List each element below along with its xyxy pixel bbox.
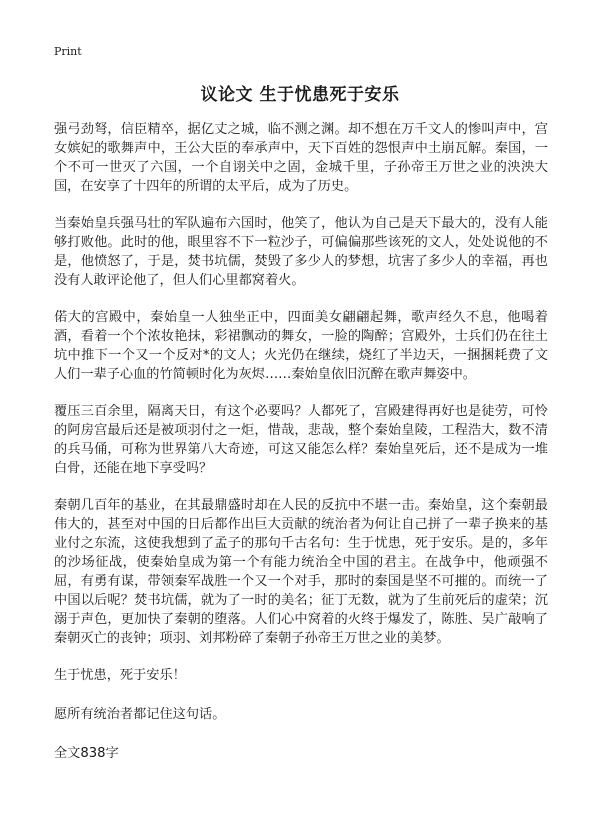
paragraph-5: 秦朝几百年的基业，在其最鼎盛时却在人民的反抗中不堪一击。秦始皇，这个秦朝最伟大的，甚至对中国的日后都作出巨大贡献的统治者为何让自己拼了一辈子换来的基业付之东流，这使我想到了孟子的那句千古名句：生于忧患，死于安乐。是的，多年的沙场征战，使秦始皇成为第一个有能力统治全中国的君主。在战争中，他顽强不屈，有勇有谋，带领秦军战胜一个又一个对手，那时的秦国是坚不可摧的。而统一了中国以后呢？焚书坑儒，就为了一时的美名；征丁无数，就为了生前死后的虚荣；沉溺于声色，更加快了秦朝的堕落。人们心中窝着的火终于爆发了，陈胜、吴广敲响了秦朝灭亡的丧钟；项羽、刘邦粉碎了秦朝子孙帝王万世之业的美梦。: [54, 498, 548, 646]
paragraph-3: 偌大的宫殿中，秦始皇一人独坐正中，四面美女翩翩起舞，歌声经久不息，他喝着酒，看着一个个浓妆艳抹，彩裙飘动的舞女，一脸的陶醉；宫殿外，士兵们仍在往土坑中推下一个又一个反对*的文人；火光仍在继续，烧红了半边天，一捆捆耗费了文人们一辈子心血的竹简顿时化为灰烬……秦始皇依旧沉醉在歌声舞姿中。: [54, 310, 548, 382]
word-count: 全文838字: [54, 746, 119, 761]
paragraph-7: 愿所有统治者都记住这句话。: [54, 707, 226, 722]
document-body: [54, 120, 548, 783]
paragraph-4: 覆压三百余里，隔离天日，有这个必要吗？人都死了，宫殿建得再好也是徒劳，可怜的阿房宫最后还是被项羽付之一炬，惜哉，悲哉，整个秦始皇陵，工程浩大，数不清的兵马俑，可称为世界第八大奇迹，可这又能怎么样？秦始皇死后，还不是成为一堆白骨，还能在地下享受吗？: [54, 404, 548, 476]
paragraph-1: 强弓劲弩，信臣精卒，据亿丈之城，临不测之渊。却不想在万千文人的惨叫声中，宫女嫔妃的歌舞声中，王公大臣的奉承声中，天下百姓的怨恨声中土崩瓦解。秦国，一个不可一世灭了六国，一个自诩关中之固，金城千里，子孙帝王万世之业的泱泱大国，在安享了十四年的所谓的太平后，成为了历史。: [54, 122, 548, 194]
paragraph-6: 生于忧患，死于安乐！: [54, 668, 186, 683]
document-title: 议论文 生于忧患死于安乐: [200, 85, 400, 105]
paragraph-2: 当秦始皇兵强马壮的军队遍布六国时，他笑了，他认为自己是天下最大的，没有人能够打败他。此时的他，眼里容不下一粒沙子，可偏偏那些该死的文人，处处说他的不是，他愤怒了，于是，焚书坑儒，焚毁了多少人的梦想，坑害了多少人的幸福，再也没有人敢评论他了，但人们心里都窝着火。: [54, 216, 548, 288]
print-link[interactable]: Print: [54, 45, 82, 58]
